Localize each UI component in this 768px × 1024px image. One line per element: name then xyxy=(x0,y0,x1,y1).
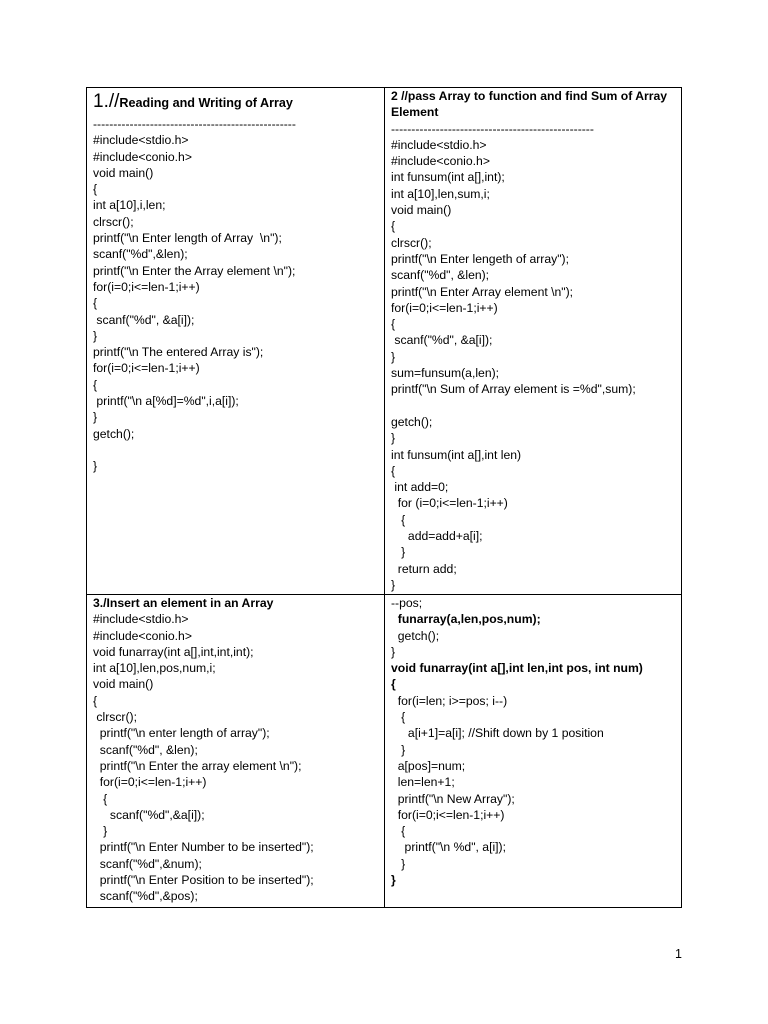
code-line: add=add+a[i]; xyxy=(391,529,483,544)
code-line: int a[10],len,pos,num,i; xyxy=(93,661,216,676)
code-line: scanf("%d",&num); xyxy=(93,856,202,871)
code-line: 2 //pass Array to function and find Sum of Array xyxy=(391,89,668,103)
code-line: int add=0; xyxy=(391,480,449,495)
cell-insert-element-continued xyxy=(385,595,681,888)
code-line: printf("\n Enter Number to be inserted"); xyxy=(93,840,314,855)
title-text: Reading and Writing of Array xyxy=(119,96,293,110)
code-line: void main() xyxy=(93,165,154,180)
code-line: -------------------------------------------------- xyxy=(93,117,296,131)
code-line: for(i=0;i<=len-1;i++) xyxy=(391,807,505,822)
code-line: clrscr(); xyxy=(391,235,432,250)
code-line: { xyxy=(391,824,406,839)
code-lines xyxy=(391,88,681,593)
code-line: { xyxy=(391,512,406,527)
code-line: return add; xyxy=(391,561,457,576)
code-line: scanf("%d", &a[i]); xyxy=(93,312,195,327)
page-number: 1 xyxy=(675,947,682,961)
code-line: scanf("%d", &len); xyxy=(93,742,198,757)
code-line: printf("\n enter length of array"); xyxy=(93,726,270,741)
cell-title xyxy=(93,88,384,116)
code-line: #include<conio.h> xyxy=(93,628,192,643)
code-line: printf("\n Enter lengeth of array"); xyxy=(391,251,570,266)
code-line: } xyxy=(93,410,98,425)
code-line: 3./Insert an element in an Array xyxy=(93,596,274,610)
code-line: printf("\n Sum of Array element is =%d",sum); xyxy=(391,382,636,397)
code-line: for(i=0;i<=len-1;i++) xyxy=(93,361,200,376)
code-line: { xyxy=(391,677,396,692)
code-line: } xyxy=(391,742,406,757)
code-line: int a[10],i,len; xyxy=(93,198,166,213)
cell-reading-writing-array xyxy=(87,88,384,475)
code-line: sum=funsum(a,len); xyxy=(391,366,500,381)
code-line: printf("\n The entered Array is"); xyxy=(93,345,264,360)
code-line: } xyxy=(391,545,406,560)
code-line: { xyxy=(93,182,98,197)
code-line: #include<conio.h> xyxy=(93,149,192,164)
code-line xyxy=(391,398,681,414)
code-line: int funsum(int a[],int len) xyxy=(391,447,522,462)
code-line: getch(); xyxy=(391,628,440,643)
cell-insert-element xyxy=(87,595,384,905)
code-line: getch(); xyxy=(93,426,135,441)
code-line: -------------------------------------------------- xyxy=(391,121,594,136)
code-line: for(i=len; i>=pos; i--) xyxy=(391,693,508,708)
code-line: scanf("%d",&pos); xyxy=(93,889,198,904)
code-line: void funarray(int a[],int,int,int); xyxy=(93,644,254,659)
code-line: { xyxy=(93,377,98,392)
code-line: } xyxy=(93,328,98,343)
code-line: { xyxy=(391,710,406,725)
code-line: printf("\n a[%d]=%d",i,a[i]); xyxy=(93,394,239,409)
code-line: for(i=0;i<=len-1;i++) xyxy=(93,775,207,790)
code-line: clrscr(); xyxy=(93,710,137,725)
code-line: } xyxy=(93,459,98,474)
code-line: funarray(a,len,pos,num); xyxy=(391,612,541,627)
code-line: } xyxy=(93,824,108,839)
code-line: getch(); xyxy=(391,414,433,429)
code-line: } xyxy=(391,873,396,888)
code-line: printf("\n Enter Array element \n"); xyxy=(391,284,574,299)
code-line: } xyxy=(391,431,396,446)
code-line: printf("\n Enter length of Array \n"); xyxy=(93,231,282,246)
code-line: int a[10],len,sum,i; xyxy=(391,186,490,201)
code-line: Element xyxy=(391,105,439,120)
code-line xyxy=(93,442,384,458)
code-line: } xyxy=(391,644,396,659)
code-line: printf("\n Enter Position to be inserted"); xyxy=(93,873,314,888)
code-line: { xyxy=(93,693,98,708)
code-line: #include<stdio.h> xyxy=(93,133,189,148)
code-line: len=len+1; xyxy=(391,775,455,790)
code-line: a[pos]=num; xyxy=(391,758,466,773)
code-line: printf("\n New Array"); xyxy=(391,791,515,806)
code-line: --pos; xyxy=(391,596,423,610)
code-line: printf("\n %d", a[i]); xyxy=(391,840,506,855)
code-line: scanf("%d",&a[i]); xyxy=(93,807,205,822)
code-line: for(i=0;i<=len-1;i++) xyxy=(391,300,498,315)
title-number: 1.// xyxy=(93,91,120,112)
code-line: #include<stdio.h> xyxy=(93,612,189,627)
code-line: void main() xyxy=(391,203,452,218)
code-line: clrscr(); xyxy=(93,214,134,229)
code-line: int funsum(int a[],int); xyxy=(391,170,505,185)
code-line: a[i+1]=a[i]; //Shift down by 1 position xyxy=(391,726,604,741)
code-line: { xyxy=(391,463,396,478)
code-line: printf("\n Enter the Array element \n"); xyxy=(93,263,296,278)
code-line: for (i=0;i<=len-1;i++) xyxy=(391,496,508,511)
cell-sum-of-array xyxy=(385,88,681,593)
code-lines xyxy=(93,595,384,905)
code-line: #include<conio.h> xyxy=(391,154,490,169)
code-line: { xyxy=(391,317,396,332)
code-line: { xyxy=(391,219,396,234)
code-line: scanf("%d", &len); xyxy=(391,268,490,283)
code-line: void funarray(int a[],int len,int pos, int num) xyxy=(391,661,643,676)
code-line: for(i=0;i<=len-1;i++) xyxy=(93,279,200,294)
code-line: } xyxy=(391,577,396,592)
code-line: scanf("%d", &a[i]); xyxy=(391,333,493,348)
code-line: void main() xyxy=(93,677,154,692)
code-table xyxy=(86,87,682,908)
code-line: } xyxy=(391,349,396,364)
code-line: { xyxy=(93,791,108,806)
code-line: { xyxy=(93,296,98,311)
code-line: scanf("%d",&len); xyxy=(93,247,188,262)
code-lines xyxy=(391,595,681,888)
code-line: #include<stdio.h> xyxy=(391,137,487,152)
code-lines xyxy=(93,116,384,475)
code-line: } xyxy=(391,856,406,871)
code-line: printf("\n Enter the array element \n"); xyxy=(93,758,302,773)
